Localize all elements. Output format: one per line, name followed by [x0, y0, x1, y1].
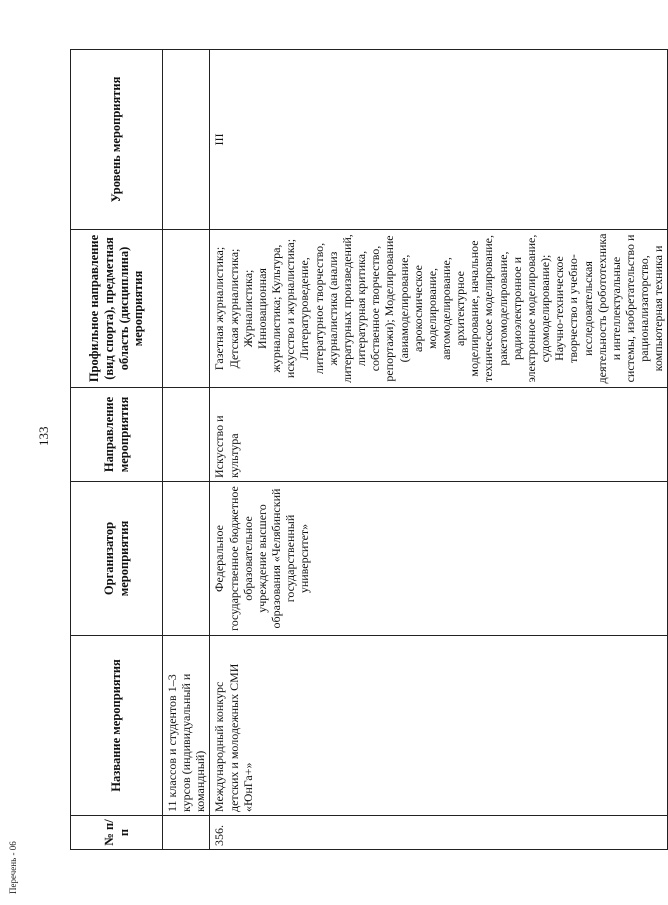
- cell-level: III: [210, 50, 668, 230]
- cell-name: Международный конкурс детских и молодежных СМИ «ЮнГа+»: [210, 636, 668, 816]
- table-header-row: [71, 50, 163, 850]
- table-row: [210, 50, 668, 850]
- cell-organizer: [163, 482, 210, 636]
- cell-direction: Искусство и культура: [210, 388, 668, 482]
- cell-profile: [163, 230, 210, 388]
- cell-name: 11 классов и студентов 1–3 курсов (индивидуальный и командный): [163, 636, 210, 816]
- header-level: Уровень мероприятия: [71, 50, 163, 230]
- header-direction: Направление мероприятия: [71, 388, 163, 482]
- header-name: Название мероприятия: [71, 636, 163, 816]
- header-num: № п/п: [71, 816, 163, 850]
- cell-profile: Газетная журналистика; Детская журналистика; Журналистика; Инновационная журналистика; Культура, искусство и журналистика; Литературоведение, литературное творчество, журналистика (анализ литературных произведений, литературная критика, собственное творчество, репортажи); Моделирование (авиамоделирование, аэрокосмическое моделирование, автомоделирование, архитектурное моделирование, начальное техническое моделирование, ракетомоделирование, радиоэлектронное и электронное моделирование, судомоделирование); Научно-техническое творчество и учебно-исследовательская деятельность (робототехника и интеллектуальные системы, изобретательство и рационализаторство, компьютерная техника и: [210, 230, 668, 388]
- events-table: [70, 49, 668, 850]
- page-number: 133: [36, 426, 51, 446]
- rotated-table-container: [70, 50, 666, 850]
- footer-text: Перечень - 06: [8, 841, 18, 894]
- header-organizer: Организатор мероприятия: [71, 482, 163, 636]
- table-row-continuation: [163, 50, 210, 850]
- cell-num: [163, 816, 210, 850]
- cell-organizer: Федеральное государственное бюджетное образовательное учреждение высшего образования «Челябинский государственный университет»: [210, 482, 668, 636]
- cell-num: 356.: [210, 816, 668, 850]
- header-profile: Профильное направление (вид спорта), предметная область (дисциплина) мероприятия: [71, 230, 163, 388]
- cell-direction: [163, 388, 210, 482]
- cell-level: [163, 50, 210, 230]
